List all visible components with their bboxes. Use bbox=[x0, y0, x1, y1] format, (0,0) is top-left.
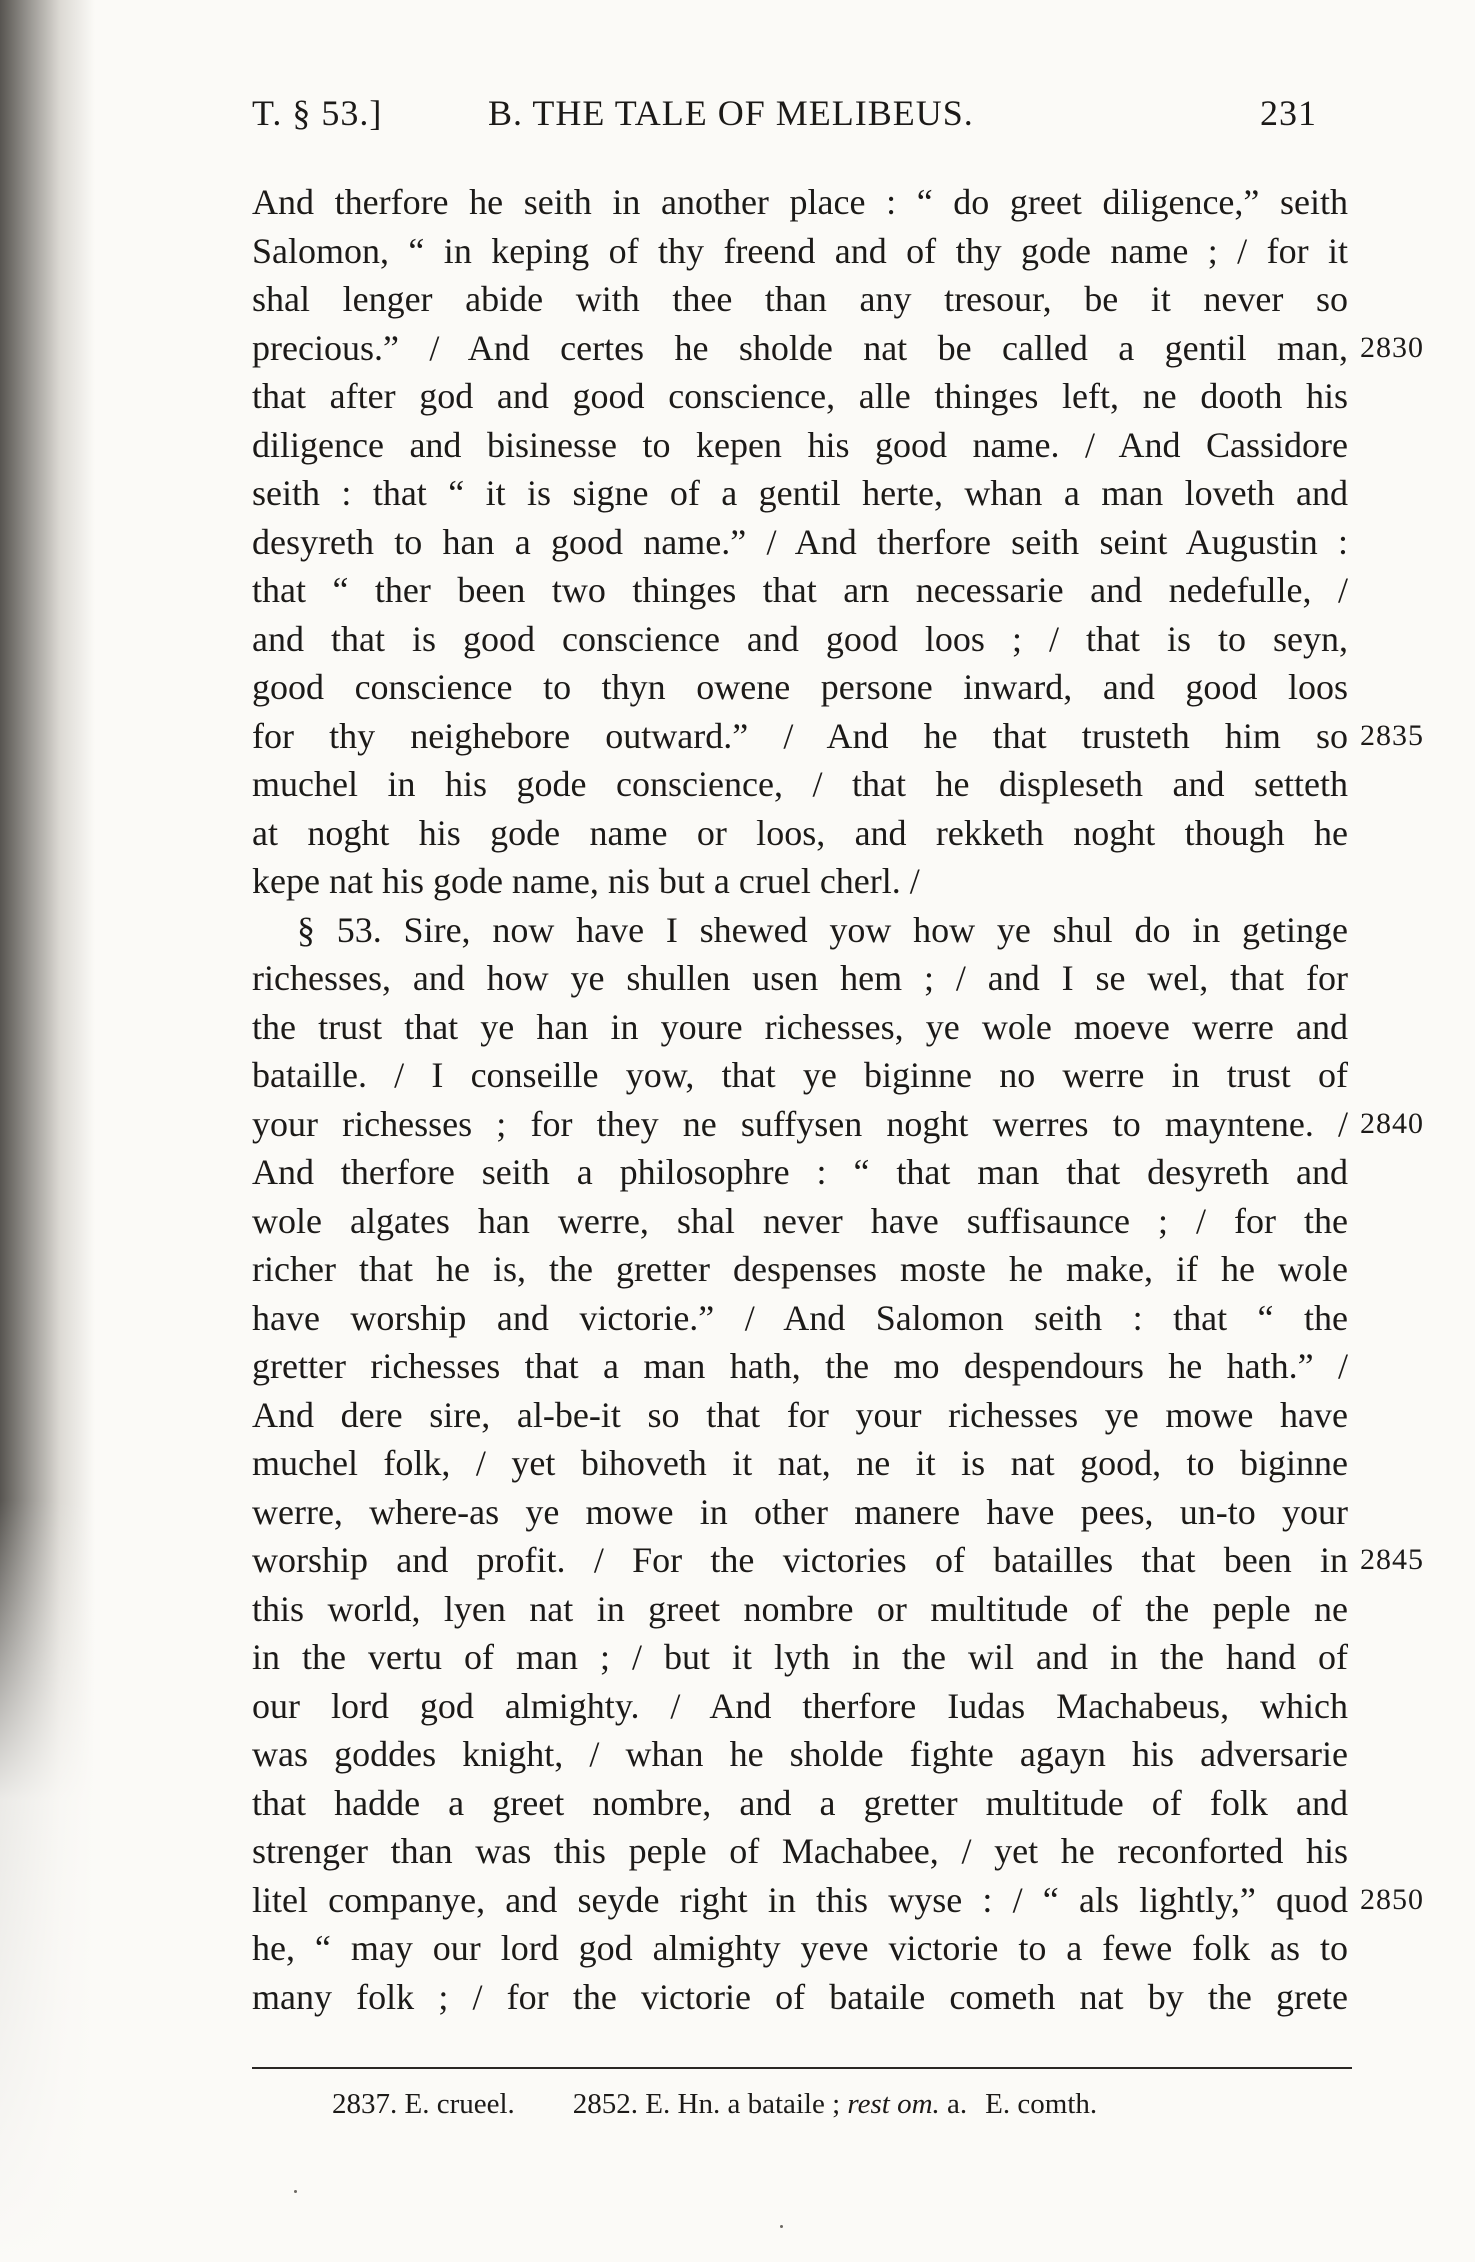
text-line bbox=[252, 1342, 1352, 1391]
running-head-section: T. § 53.] bbox=[252, 93, 383, 133]
text-line-content: our lord god almighty. / And therfore Iudas Machabeus, which bbox=[252, 1685, 1348, 1726]
text-line bbox=[252, 227, 1352, 276]
text-line-content: § 53. Sire, now have I shewed yow how ye shul do in getinge bbox=[297, 909, 1348, 950]
text-line-content: good conscience to thyn owene persone inward, and good loos bbox=[252, 667, 1348, 707]
footnote-comth: E. comth. bbox=[985, 2088, 1098, 2120]
line-number: 2830 bbox=[1360, 330, 1424, 364]
text-line-content: precious.” / And certes he sholde nat be called a gentil man, bbox=[252, 327, 1348, 368]
text-line-content: And therfore he seith in another place : “ do greet diligence,” seith bbox=[252, 182, 1348, 222]
text-line-content: gretter richesses that a man hath, the mo despendours he hath.” / bbox=[252, 1346, 1348, 1386]
text-line bbox=[252, 1779, 1352, 1828]
footnote-2837: 2837. E. crueel. bbox=[332, 2088, 515, 2120]
text-line-content: richesses, and how ye shullen usen hem ; / and I se wel, that for bbox=[252, 958, 1348, 998]
text-line bbox=[252, 1148, 1352, 1197]
text-line bbox=[252, 1682, 1352, 1731]
line-number: 2840 bbox=[1360, 1106, 1424, 1140]
text-line bbox=[252, 421, 1352, 470]
text-line-content: in the vertu of man ; / but it lyth in the wil and in the hand of bbox=[252, 1637, 1348, 1677]
footnote-2852-italic: rest om. bbox=[847, 2088, 940, 2120]
text-line-content: wole algates han werre, shal never have suffisaunce ; / for the bbox=[252, 1200, 1348, 1241]
text-line-content: muchel folk, / yet bihoveth it nat, ne it is nat good, to biginne bbox=[252, 1443, 1348, 1483]
text-line-content: richer that he is, the gretter despenses moste he make, if he wole bbox=[252, 1249, 1348, 1289]
page-number: 231 bbox=[1260, 93, 1317, 133]
text-line bbox=[252, 1585, 1352, 1634]
text-line-content: worship and profit. / For the victories of batailles that been in bbox=[252, 1540, 1348, 1580]
text-line-content: muchel in his gode conscience, / that he displeseth and setteth bbox=[252, 764, 1348, 804]
text-line bbox=[252, 1051, 1352, 1100]
text-line bbox=[252, 324, 1424, 373]
footnote-2852-prefix: 2852. E. Hn. a bataile ; bbox=[572, 2088, 841, 2120]
line-number: 2845 bbox=[1360, 1543, 1424, 1576]
text-line bbox=[252, 954, 1352, 1003]
text-line bbox=[252, 1633, 1352, 1682]
footnote-rule bbox=[252, 2067, 1352, 2069]
footnotes bbox=[332, 2088, 1097, 2121]
line-number: 2835 bbox=[1360, 718, 1424, 752]
text-line bbox=[252, 1876, 1424, 1925]
text-line-content: strenger than was this peple of Machabee, / yet he reconforted his bbox=[252, 1831, 1348, 1871]
text-line-content: litel companye, and seyde right in this wyse : / “ als lightly,” quod bbox=[252, 1879, 1348, 1920]
text-line bbox=[252, 712, 1424, 761]
text-line-content: for thy neighebore outward.” / And he that trusteth him so bbox=[252, 715, 1348, 756]
text-line-content: at noght his gode name or loos, and rekketh noght though he bbox=[252, 812, 1348, 853]
text-line bbox=[252, 1827, 1352, 1876]
text-line bbox=[252, 615, 1352, 664]
text-line bbox=[252, 906, 1352, 955]
paper-speck bbox=[780, 2225, 783, 2228]
text-line-content: that “ ther been two thinges that arn necessarie and nedefulle, / bbox=[252, 570, 1348, 610]
text-line-content: Salomon, “ in keping of thy freend and of thy gode name ; / for it bbox=[252, 230, 1348, 271]
text-line bbox=[252, 566, 1352, 615]
text-line-content: And dere sire, al-be-it so that for your richesses ye mowe have bbox=[252, 1394, 1348, 1435]
text-line bbox=[252, 760, 1352, 809]
book-page bbox=[252, 0, 1424, 2262]
text-line-content: werre, where-as ye mowe in other manere have pees, un-to your bbox=[252, 1491, 1348, 1532]
text-line bbox=[252, 178, 1352, 227]
text-line bbox=[252, 663, 1352, 712]
text-line-content: shal lenger abide with thee than any tresour, be it never so bbox=[252, 279, 1348, 319]
text-line-content: he, “ may our lord god almighty yeve victorie to a fewe folk as to bbox=[252, 1928, 1348, 1968]
running-head bbox=[252, 92, 1352, 144]
text-line-content: kepe nat his gode name, nis but a cruel cherl. / bbox=[252, 861, 920, 901]
text-line bbox=[252, 1391, 1352, 1440]
text-line bbox=[252, 857, 1352, 906]
text-line bbox=[252, 1973, 1352, 2022]
text-line-content: seith : that “ it is signe of a gentil herte, whan a man loveth and bbox=[252, 473, 1348, 513]
text-line-content: that after god and good conscience, alle thinges left, ne dooth his bbox=[252, 376, 1348, 416]
text-line-content: desyreth to han a good name.” / And therfore seith seint Augustin : bbox=[252, 521, 1348, 562]
text-line bbox=[252, 1003, 1352, 1052]
text-line-content: bataille. / I conseille yow, that ye biginne no werre in trust of bbox=[252, 1055, 1348, 1095]
text-line bbox=[252, 1245, 1352, 1294]
running-head-title: B. THE TALE OF MELIBEUS. bbox=[488, 93, 974, 133]
footnote-2852-suffix: a. bbox=[947, 2088, 968, 2120]
body-text bbox=[252, 178, 1424, 2021]
text-line-content: this world, lyen nat in greet nombre or multitude of the peple ne bbox=[252, 1588, 1348, 1629]
text-line-content: your richesses ; for they ne suffysen noght werres to mayntene. / bbox=[252, 1103, 1348, 1144]
text-line bbox=[252, 469, 1352, 518]
paper-speck bbox=[294, 2190, 297, 2193]
text-line-content: diligence and bisinesse to kepen his good name. / And Cassidore bbox=[252, 424, 1348, 465]
text-line-content: the trust that ye han in youre richesses, ye wole moeve werre and bbox=[252, 1006, 1348, 1047]
text-line bbox=[252, 1924, 1352, 1973]
text-line bbox=[252, 1294, 1352, 1343]
text-line bbox=[252, 372, 1352, 421]
text-line-content: was goddes knight, / whan he sholde fighte agayn his adversarie bbox=[252, 1734, 1348, 1774]
text-line bbox=[252, 1536, 1424, 1585]
text-line bbox=[252, 1439, 1352, 1488]
text-line bbox=[252, 1197, 1352, 1246]
text-line bbox=[252, 1488, 1352, 1537]
text-line-content: that hadde a greet nombre, and a gretter multitude of folk and bbox=[252, 1782, 1348, 1823]
text-line bbox=[252, 275, 1352, 324]
text-line bbox=[252, 809, 1352, 858]
text-line bbox=[252, 518, 1352, 567]
text-line bbox=[252, 1100, 1424, 1149]
text-line-content: many folk ; / for the victorie of bataile cometh nat by the grete bbox=[252, 1976, 1348, 2017]
text-line-content: and that is good conscience and good loos ; / that is to seyn, bbox=[252, 618, 1348, 659]
gutter-fade bbox=[0, 1500, 95, 2262]
text-line bbox=[252, 1730, 1352, 1779]
text-line-content: have worship and victorie.” / And Salomon seith : that “ the bbox=[252, 1297, 1348, 1338]
text-line-content: And therfore seith a philosophre : “ that man that desyreth and bbox=[252, 1152, 1348, 1192]
line-number: 2850 bbox=[1360, 1882, 1424, 1916]
